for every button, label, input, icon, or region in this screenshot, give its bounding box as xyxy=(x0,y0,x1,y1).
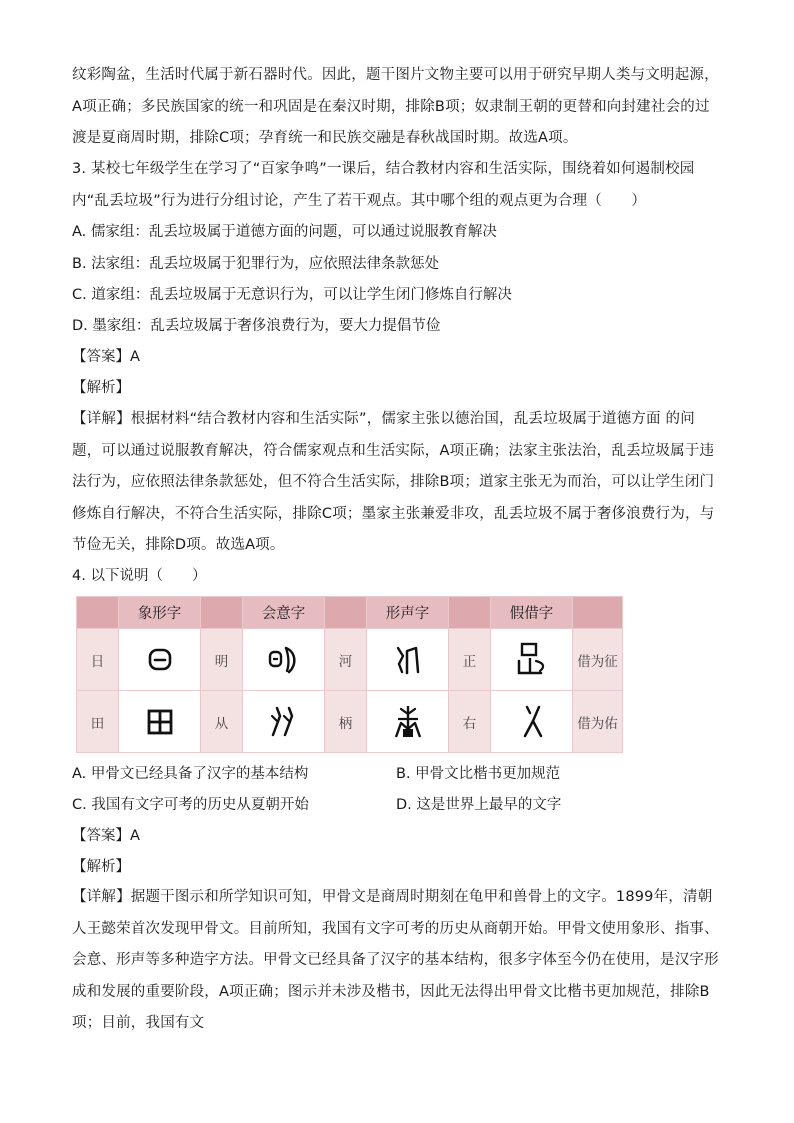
oracle-glyph-bing xyxy=(367,691,449,753)
q4-option-b: B. 甲骨文比楷书更加规范 xyxy=(396,766,561,782)
q4-option-d: D. 这是世界上最早的文字 xyxy=(396,797,562,813)
oracle-glyph-cong xyxy=(243,691,325,753)
header-pictographic: 象形字 xyxy=(119,597,201,629)
char-label-cong: 从 xyxy=(201,691,243,753)
q4-option-a: A. 甲骨文已经具备了汉字的基本结构 xyxy=(72,766,309,782)
oracle-glyph-tian xyxy=(119,691,201,753)
table-row xyxy=(77,629,623,691)
header-blank-cell xyxy=(573,597,623,629)
oracle-glyph-you xyxy=(491,691,573,753)
q3-option-b: B. 法家组：乱丢垃圾属于犯罪行为，应依照法律条款惩处 xyxy=(72,256,440,272)
loan-note-zheng: 借为征 xyxy=(573,629,623,691)
char-label-tian: 田 xyxy=(77,691,119,753)
header-loan-character: 假借字 xyxy=(491,597,573,629)
oracle-glyph-zheng xyxy=(491,629,573,691)
q4-option-c: C. 我国有文字可考的历史从夏朝开始 xyxy=(72,797,309,813)
char-label-bing: 柄 xyxy=(325,691,367,753)
question-4-stem: 4. 以下说明（ ） xyxy=(72,568,207,584)
oracle-bone-table xyxy=(76,596,623,753)
char-label-he: 河 xyxy=(325,629,367,691)
q4-analysis-label: 【解析】 xyxy=(72,859,130,875)
header-blank-cell xyxy=(77,597,119,629)
oracle-glyph-zheng-icon xyxy=(514,641,550,679)
oracle-glyph-he-icon xyxy=(392,642,424,678)
oracle-glyph-ri-icon xyxy=(145,646,175,674)
q3-option-c: C. 道家组：乱丢垃圾属于无意识行为，可以让学生闭门修炼自行解决 xyxy=(72,287,512,303)
loan-note-you: 借为佑 xyxy=(573,691,623,753)
header-blank-cell xyxy=(325,597,367,629)
oracle-glyph-cong-icon xyxy=(268,704,300,740)
question-3-stem: 3. 某校七年级学生在学习了“百家争鸣”一课后，结合教材内容和生活实际，围绕着如何遏制校园内“乱丢垃圾”行为进行分组讨论，产生了若干观点。其中哪个组的观点更为合理（ ） xyxy=(72,161,695,209)
header-ideographic: 会意字 xyxy=(243,597,325,629)
header-phono-semantic: 形声字 xyxy=(367,597,449,629)
char-label-ming: 明 xyxy=(201,629,243,691)
oracle-glyph-bing-icon xyxy=(391,703,425,741)
table-row xyxy=(77,691,623,753)
table-header-row xyxy=(77,597,623,629)
char-label-zheng: 正 xyxy=(449,629,491,691)
oracle-glyph-he xyxy=(367,629,449,691)
q3-detail: 【详解】根据材料“结合教材内容和生活实际”，儒家主张以德治国，乱丢垃圾属于道德方面 的问题，可以通过说服教育解决，符合儒家观点和生活实际，A项正确；法家主张法治，乱丢垃圾属于违法行为，应依照法律条款惩处，但不符合生活实际，排除B项；道家主张无为而治，可以让学生闭门修炼自行解决，不符合生活实际，排除C项；墨家主张兼爱非攻，乱丢垃圾不属于奢侈浪费行为，与节俭无关，排除D项。故选A项。 xyxy=(72,411,715,553)
char-label-you: 右 xyxy=(449,691,491,753)
q3-analysis-label: 【解析】 xyxy=(72,380,130,396)
header-blank-cell xyxy=(201,597,243,629)
oracle-glyph-ri xyxy=(119,629,201,691)
char-label-ri: 日 xyxy=(77,629,119,691)
q3-option-d: D. 墨家组：乱丢垃圾属于奢侈浪费行为，要大力提倡节俭 xyxy=(72,318,441,334)
oracle-glyph-ming xyxy=(243,629,325,691)
oracle-glyph-ming-icon xyxy=(267,643,301,677)
q4-detail: 【详解】据题干图示和所学知识可知，甲骨文是商周时期刻在龟甲和兽骨上的文字。1899年，清朝人王懿荣首次发现甲骨文。目前所知，我国有文字可考的历史从商朝开始。甲骨文使用象形、指事、会意、形声等多种造字方法。甲骨文已经具备了汉字的基本结构，很多字体至今仍在使用，是汉字形成和发展的重要阶段，A项正确；图示并未涉及楷书，因此无法得出甲骨文比楷书更加规范，排除B项；目前，我国有文 xyxy=(72,889,719,1031)
oracle-glyph-you-icon xyxy=(517,703,547,741)
oracle-glyph-tian-icon xyxy=(145,707,175,737)
q3-option-a: A. 儒家组：乱丢垃圾属于道德方面的问题，可以通过说服教育解决 xyxy=(72,224,497,240)
q4-answer: 【答案】A xyxy=(72,828,140,844)
intro-paragraph: 纹彩陶盆，生活时代属于新石器时代。因此，题干图片文物主要可以用于研究早期人类与文明起源，A项正确；多民族国家的统一和巩固是在秦汉时期，排除B项；奴隶制王朝的更替和向封建社会的过渡是夏商周时期，排除C项；孕育统一和民族交融是春秋战国时期。故选A项。 xyxy=(72,67,719,146)
q3-answer: 【答案】A xyxy=(72,349,140,365)
header-blank-cell xyxy=(449,597,491,629)
